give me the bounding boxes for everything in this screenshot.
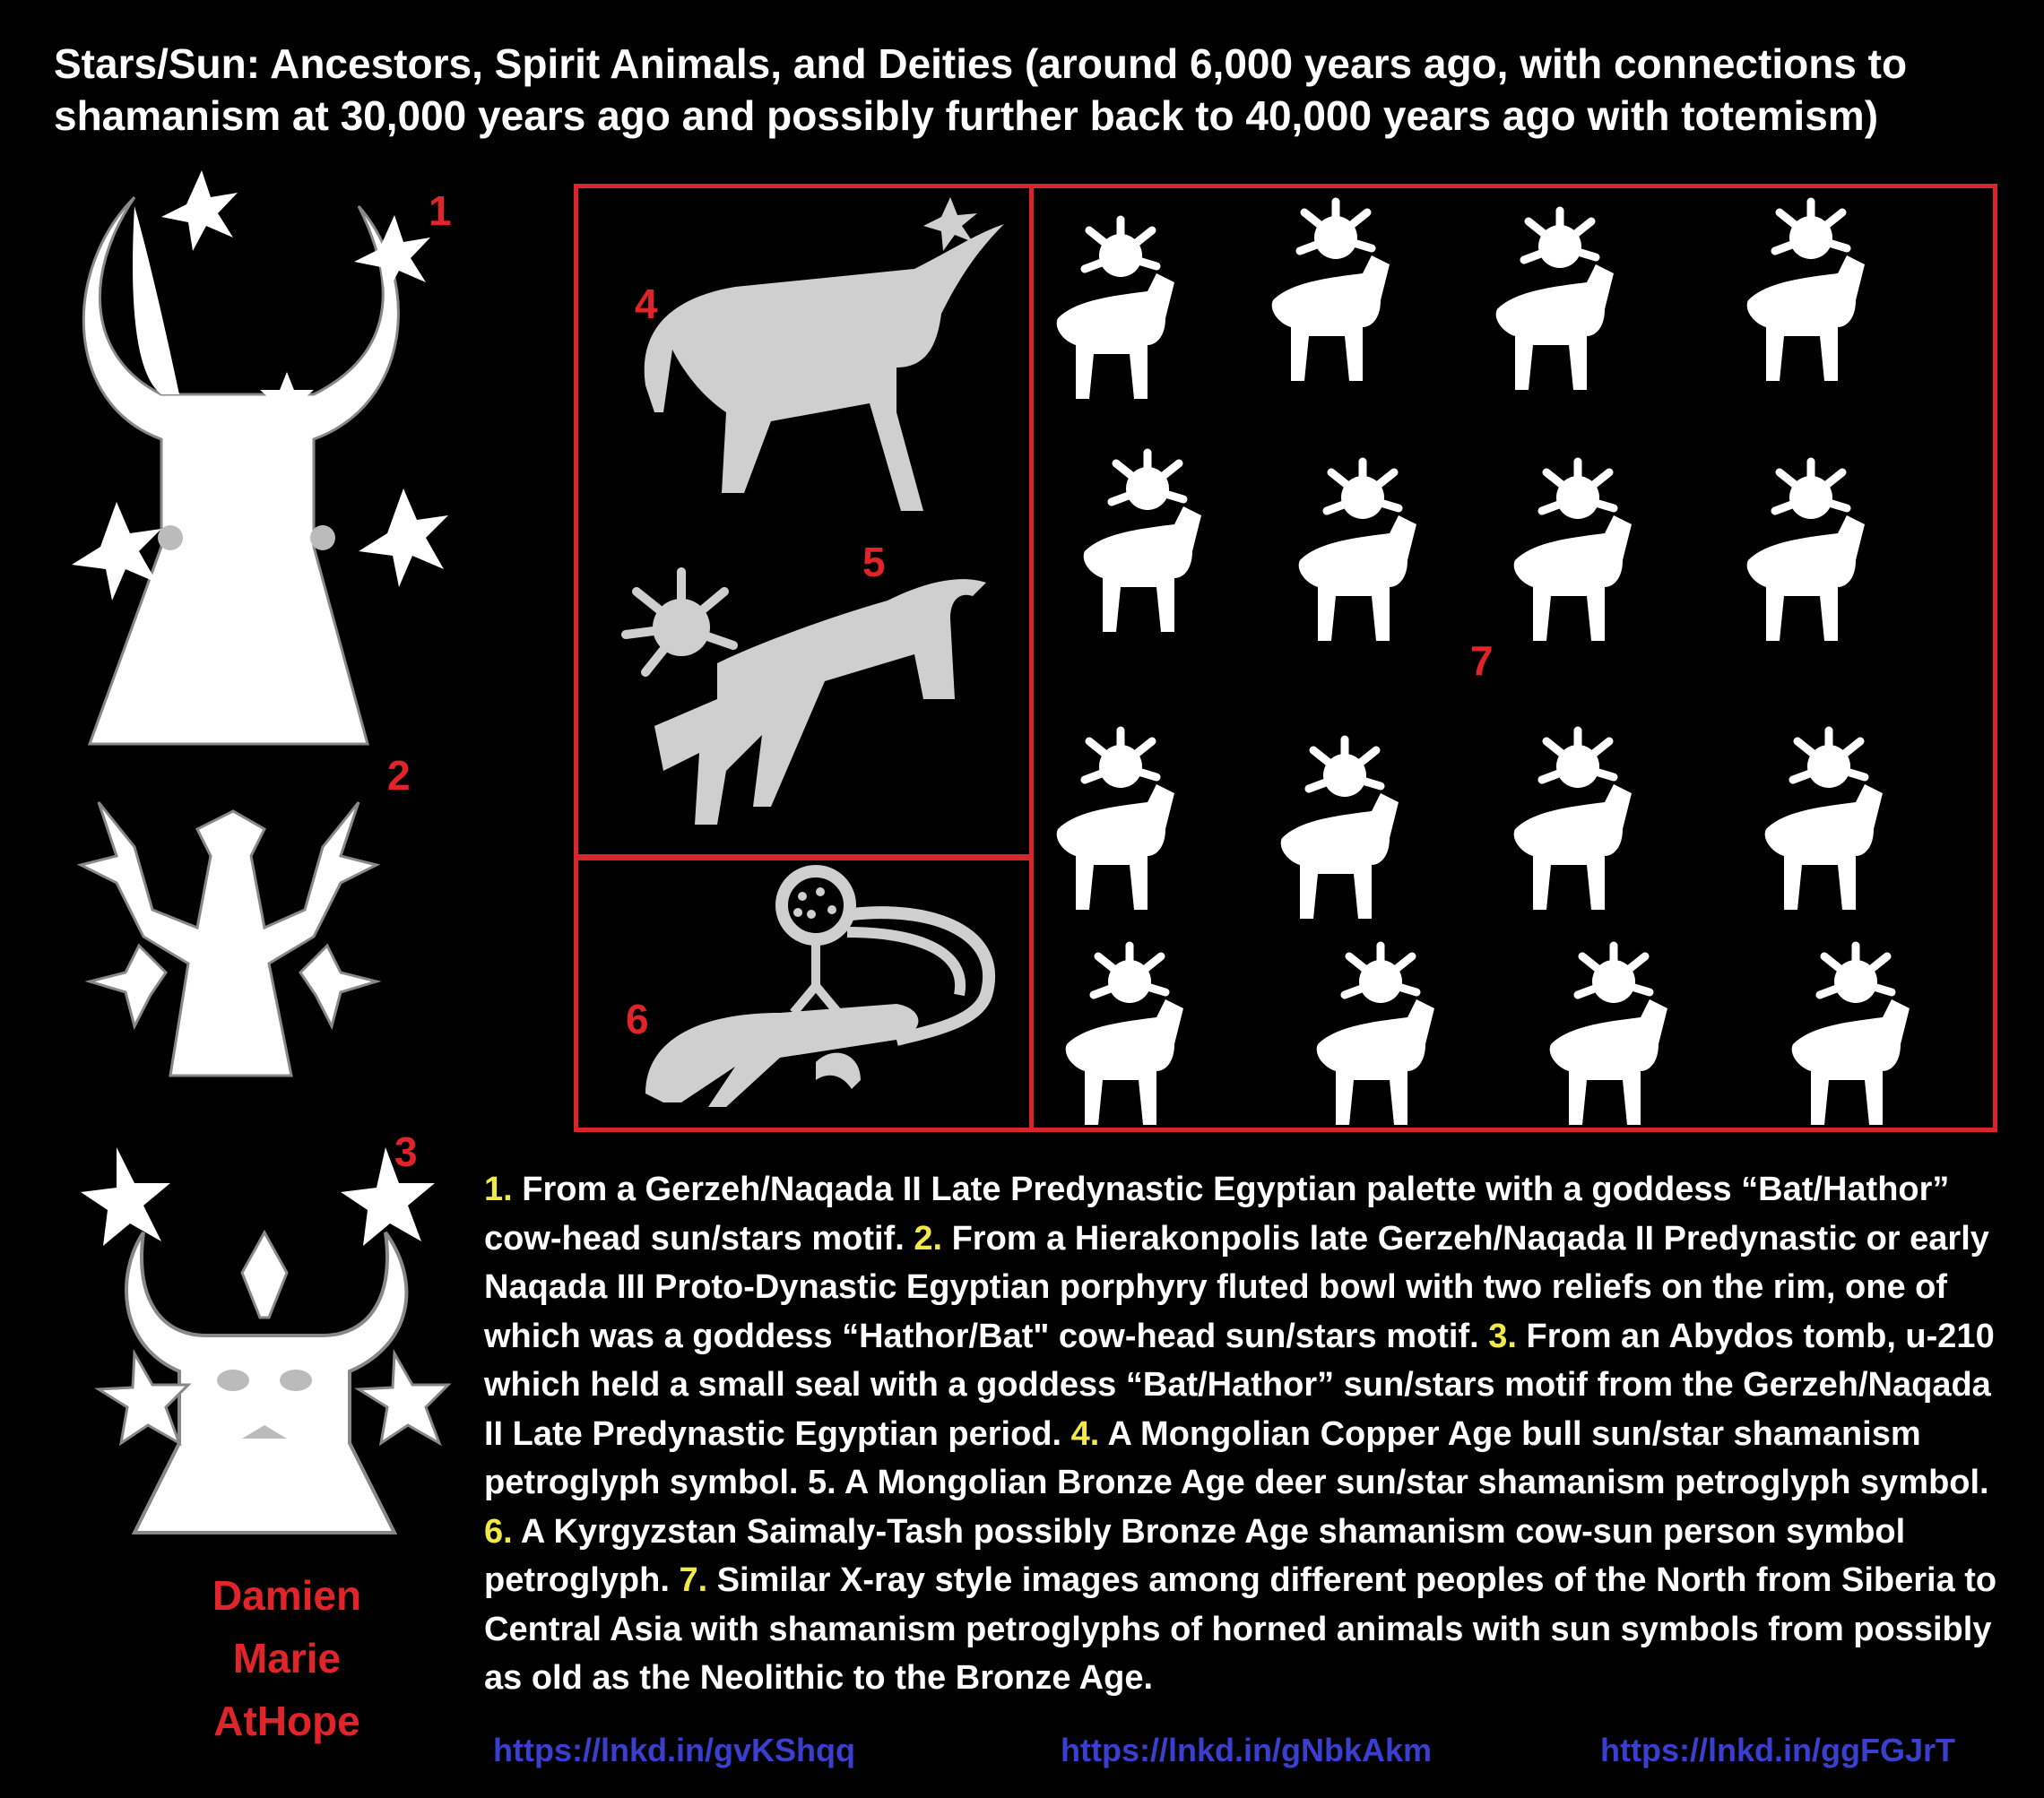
caption-number-6: 6.	[484, 1512, 513, 1551]
author-line-2: Marie	[232, 1635, 342, 1681]
animal-12	[1765, 730, 1883, 910]
caption-item-7: Similar X-ray style images among different peoples of the North from Siberia to Central Asia with shamanism petroglyphs of horned animals with sun symbols from possibly as old as the Neolithic to the Bronze Age.	[484, 1561, 1997, 1697]
caption-number-2: 2.	[914, 1219, 943, 1258]
caption-item-2: From a Hierakonpolis late Gerzeh/Naqada II Predynastic or early Naqada III Proto-Dynastic Egyptian porphyry fluted bowl with two reliefs on the rim, one of which was a goddess “Hathor/Bat" cow-head sun/stars motif.	[484, 1219, 1989, 1355]
figure-5-number: 5	[862, 539, 886, 585]
figure-2-hierakonpolis-bowl-relief	[63, 757, 403, 1089]
figure-6-number: 6	[626, 996, 649, 1042]
figure-2-number: 2	[387, 752, 411, 799]
animal-14	[1317, 946, 1434, 1125]
figure-1-number: 1	[429, 187, 452, 234]
link-2[interactable]: https://lnkd.in/gNbkAkm	[1061, 1732, 1432, 1768]
animal-8	[1747, 462, 1865, 641]
caption-item-1: From a Gerzeh/Naqada II Late Predynastic Egyptian palette with a goddess “Bat/Hathor” cow-head sun/stars motif.	[484, 1171, 1950, 1258]
animal-10	[1281, 739, 1399, 919]
animal-1	[1057, 220, 1174, 399]
caption-number-4: 4.	[1070, 1414, 1100, 1453]
animal-11	[1514, 730, 1632, 910]
animal-6	[1299, 462, 1416, 641]
page-title: Stars/Sun: Ancestors, Spirit Animals, and Deities (around 6,000 years ago, with connections to shamanism at 30,000 years ago and possibly further back to 40,000 years ago with totemism)	[54, 40, 1908, 139]
figure-1-bat-hathor-palette	[27, 170, 529, 744]
figure-3-number: 3	[394, 1128, 418, 1175]
figure-3-abydos-seal	[81, 1147, 457, 1578]
animal-7	[1514, 462, 1632, 641]
caption-item-6: A Kyrgyzstan Saimaly-Tash possibly Bronze Age shamanism cow-sun person symbol petroglyph.	[484, 1512, 1906, 1599]
figure-7-xray-style-animals-grid	[1040, 193, 1990, 1125]
link-3[interactable]: https://lnkd.in/ggFGJrT	[1600, 1732, 1955, 1768]
animal-15	[1550, 946, 1667, 1125]
author-credit	[179, 1564, 394, 1752]
caption-item-4: A Mongolian Copper Age bull sun/star shamanism petroglyph symbol. 5. A Mongolian Bronze Age deer sun/star shamanism petroglyph symbol.	[484, 1414, 1989, 1501]
animal-13	[1066, 946, 1183, 1125]
author-line-1: Damien	[212, 1572, 362, 1619]
figure-5-mongolian-deer-petroglyph	[619, 565, 1013, 843]
animal-2	[1272, 202, 1390, 381]
figure-4-mongolian-bull-petroglyph	[628, 197, 1022, 520]
caption-number-3: 3.	[1488, 1317, 1517, 1355]
caption-number-7: 7.	[679, 1561, 708, 1599]
figure-4-number: 4	[635, 281, 658, 327]
figure-7-number: 7	[1470, 637, 1494, 684]
animal-3	[1496, 211, 1614, 390]
caption-item-3: From an Abydos tomb, u-210 which held a small seal with a goddess “Bat/Hathor” sun/stars motif from the Gerzeh/Naqada II Late Predynastic Egyptian period.	[484, 1317, 1995, 1453]
figure-6-saimaly-tash-petroglyph	[628, 860, 1013, 1120]
caption-text	[484, 1165, 2008, 1703]
animal-16	[1792, 946, 1910, 1125]
link-1[interactable]: https://lnkd.in/gvKShqq	[493, 1732, 855, 1768]
animal-5	[1084, 453, 1201, 632]
animal-9	[1057, 730, 1174, 910]
author-line-3: AtHope	[213, 1698, 360, 1744]
animal-4	[1747, 202, 1865, 381]
caption-number-1: 1.	[484, 1171, 513, 1208]
